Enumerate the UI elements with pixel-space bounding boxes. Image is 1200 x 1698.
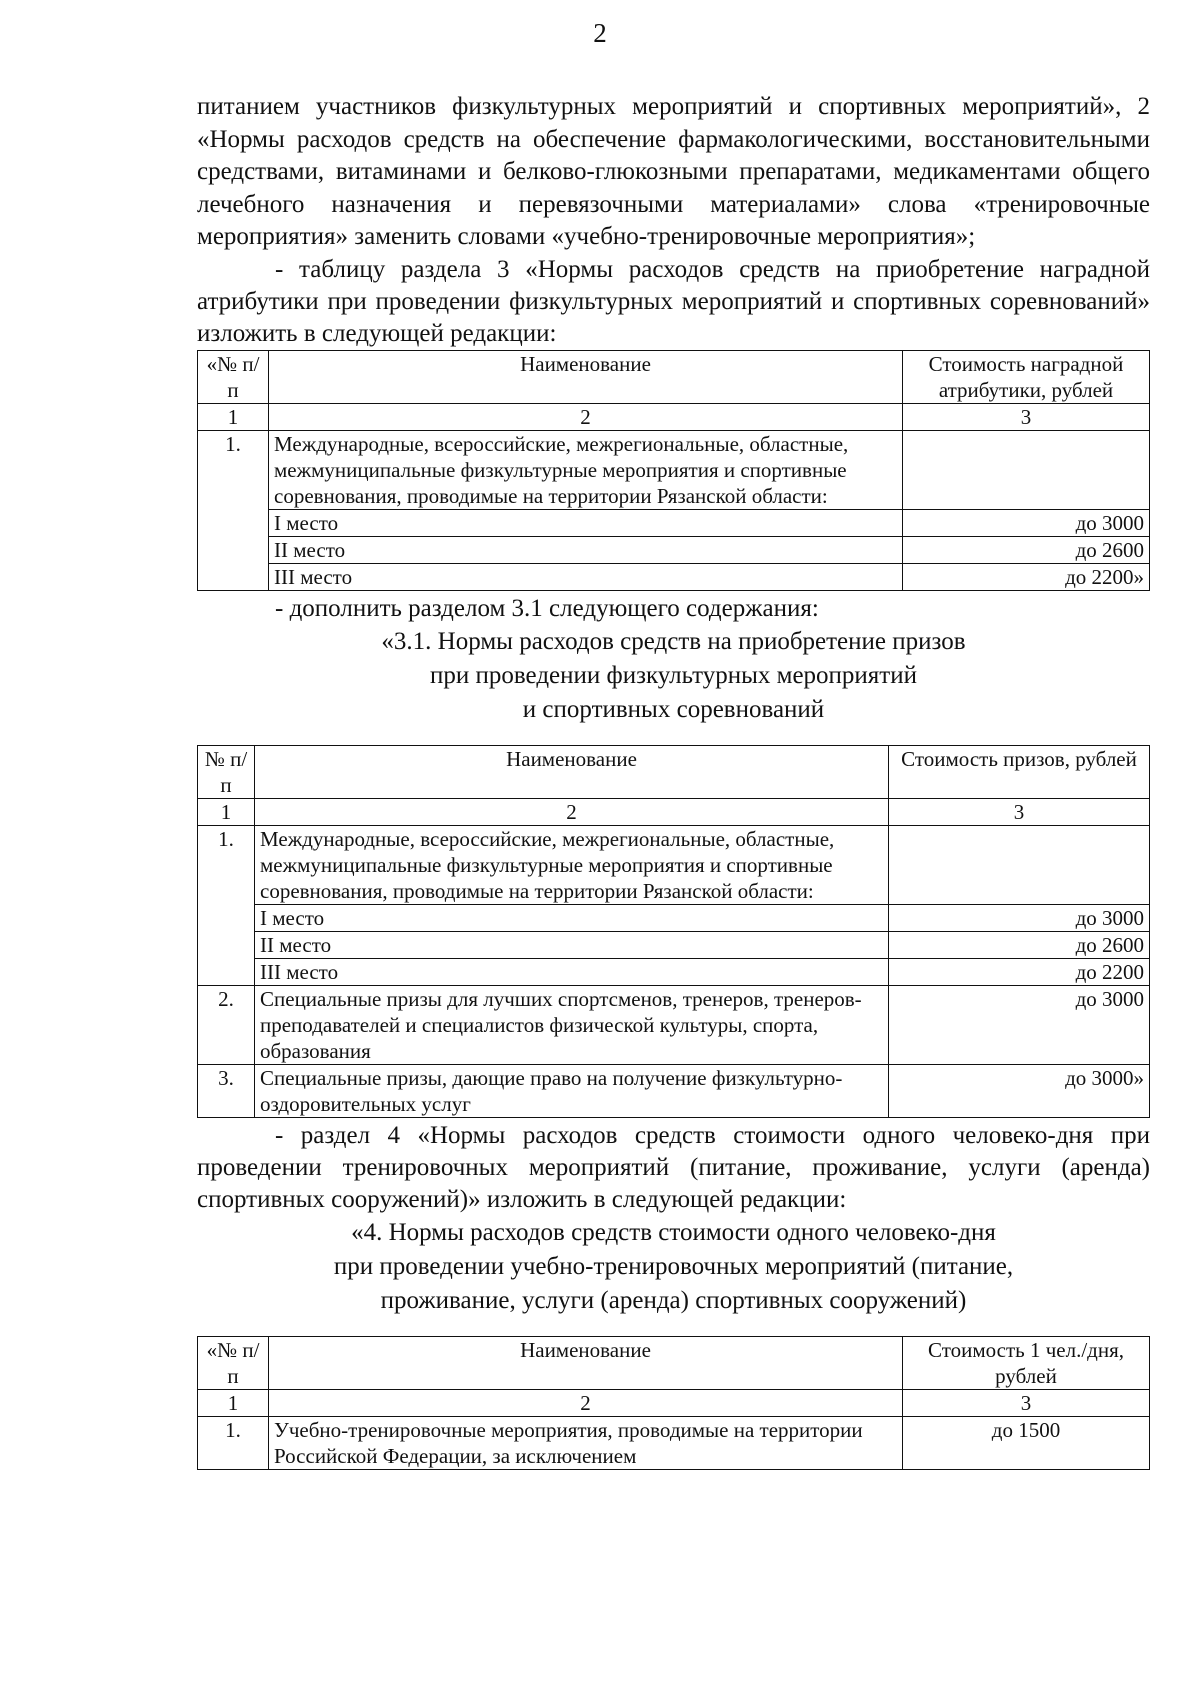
col-number: 3 xyxy=(903,1389,1150,1416)
row-number: 1. xyxy=(198,430,269,590)
row-value: до 3000 xyxy=(889,985,1150,1064)
section31-heading xyxy=(197,625,1150,727)
table-row xyxy=(198,509,1150,536)
row-name: Международные, всероссийские, межрегиональные, областные, межмуниципальные физкультурные мероприятия и спортивные соревнования, проводимые на территории Рязанской области: xyxy=(269,430,903,509)
place-value: до 2200 xyxy=(889,958,1150,985)
section4-intro-paragraph: - раздел 4 «Нормы расходов средств стоимости одного человеко-дня при проведении тренировочных мероприятий (питание, проживание, услуги (аренда) спортивных сооружений)» изложить в следующей редакции: xyxy=(197,1121,1150,1213)
row-value xyxy=(889,825,1150,904)
column-numbers-row xyxy=(198,1389,1150,1416)
table-row xyxy=(198,536,1150,563)
table-row xyxy=(198,931,1150,958)
place-label: I место xyxy=(255,904,889,931)
place-value: до 3000 xyxy=(889,904,1150,931)
table-row xyxy=(198,563,1150,590)
col-number: 1 xyxy=(198,403,269,430)
header-name: Наименование xyxy=(269,1336,903,1389)
row-value: до 3000» xyxy=(889,1064,1150,1117)
header-number: «№ п/п xyxy=(198,350,269,403)
row-name: Международные, всероссийские, межрегиональные, областные, межмуниципальные физкультурные мероприятия и спортивные соревнования, проводимые на территории Рязанской области: xyxy=(255,825,889,904)
col-number: 2 xyxy=(269,403,903,430)
prizes-table xyxy=(197,745,1150,1118)
col-number: 1 xyxy=(198,1389,269,1416)
table3-intro-paragraph: - таблицу раздела 3 «Нормы расходов средств на приобретение наградной атрибутики при проведении физкультурных мероприятий и спортивных соревнований» изложить в следующей редакции: xyxy=(197,255,1150,347)
intro-paragraph: питанием участников физкультурных мероприятий и спортивных мероприятий», 2 «Нормы расходов средств на обеспечение фармакологическими, восстановительными средствами, витаминами и белково-глюкозными препаратами, медикаментами общего лечебного назначения и перевязочными материалами» слова «тренировочные мероприятия» заменить словами «учебно-тренировочные мероприятия»; xyxy=(197,93,1150,250)
header-number: № п/п xyxy=(198,745,255,798)
section31-intro-paragraph: - дополнить разделом 3.1 следующего содержания: xyxy=(275,594,819,622)
col-number: 2 xyxy=(269,1389,903,1416)
col-number: 1 xyxy=(198,798,255,825)
place-value: до 2600 xyxy=(889,931,1150,958)
page-number: 2 xyxy=(593,18,607,48)
table-row xyxy=(198,430,1150,509)
column-numbers-row xyxy=(198,403,1150,430)
header-name: Наименование xyxy=(269,350,903,403)
section4-heading xyxy=(197,1216,1150,1318)
table-header-row xyxy=(198,745,1150,798)
heading-line: и спортивных соревнований xyxy=(522,695,825,723)
col-number: 3 xyxy=(903,403,1150,430)
heading-line: «4. Нормы расходов средств стоимости одного человеко-дня xyxy=(351,1218,996,1246)
header-number: «№ п/п xyxy=(198,1336,269,1389)
place-value: до 3000 xyxy=(903,509,1150,536)
header-cost: Стоимость наградной атрибутики, рублей xyxy=(903,350,1150,403)
heading-line: проживание, услуги (аренда) спортивных сооружений) xyxy=(380,1286,967,1314)
place-value: до 2200» xyxy=(903,563,1150,590)
heading-line: при проведении учебно-тренировочных мероприятий (питание, xyxy=(333,1252,1014,1280)
table-row xyxy=(198,958,1150,985)
row-value xyxy=(903,430,1150,509)
table-row xyxy=(198,985,1150,1064)
person-day-cost-table xyxy=(197,1336,1150,1470)
row-number: 2. xyxy=(198,985,255,1064)
table-row xyxy=(198,825,1150,904)
document-body xyxy=(197,91,1150,1470)
header-cost: Стоимость призов, рублей xyxy=(889,745,1150,798)
place-value: до 2600 xyxy=(903,536,1150,563)
row-number: 3. xyxy=(198,1064,255,1117)
column-numbers-row xyxy=(198,798,1150,825)
table-header-row xyxy=(198,1336,1150,1389)
row-name: Учебно-тренировочные мероприятия, проводимые на территории Российской Федерации, за исключением xyxy=(269,1416,903,1469)
col-number: 2 xyxy=(255,798,889,825)
table-row xyxy=(198,904,1150,931)
row-number: 1. xyxy=(198,825,255,985)
heading-line: «3.1. Нормы расходов средств на приобретение призов xyxy=(381,627,966,655)
table-row xyxy=(198,1064,1150,1117)
table-header-row xyxy=(198,350,1150,403)
place-label: I место xyxy=(269,509,903,536)
row-name: Специальные призы, дающие право на получение физкультурно-оздоровительных услуг xyxy=(255,1064,889,1117)
header-cost: Стоимость 1 чел./дня, рублей xyxy=(903,1336,1150,1389)
row-value: до 1500 xyxy=(903,1416,1150,1469)
heading-line: при проведении физкультурных мероприятий xyxy=(430,661,917,689)
place-label: II место xyxy=(269,536,903,563)
table-row xyxy=(198,1416,1150,1469)
award-attributes-table xyxy=(197,350,1150,591)
place-label: II место xyxy=(255,931,889,958)
place-label: III место xyxy=(255,958,889,985)
place-label: III место xyxy=(269,563,903,590)
row-number: 1. xyxy=(198,1416,269,1469)
row-name: Специальные призы для лучших спортсменов, тренеров, тренеров-преподавателей и специалистов физической культуры, спорта, образования xyxy=(255,985,889,1064)
header-name: Наименование xyxy=(255,745,889,798)
col-number: 3 xyxy=(889,798,1150,825)
